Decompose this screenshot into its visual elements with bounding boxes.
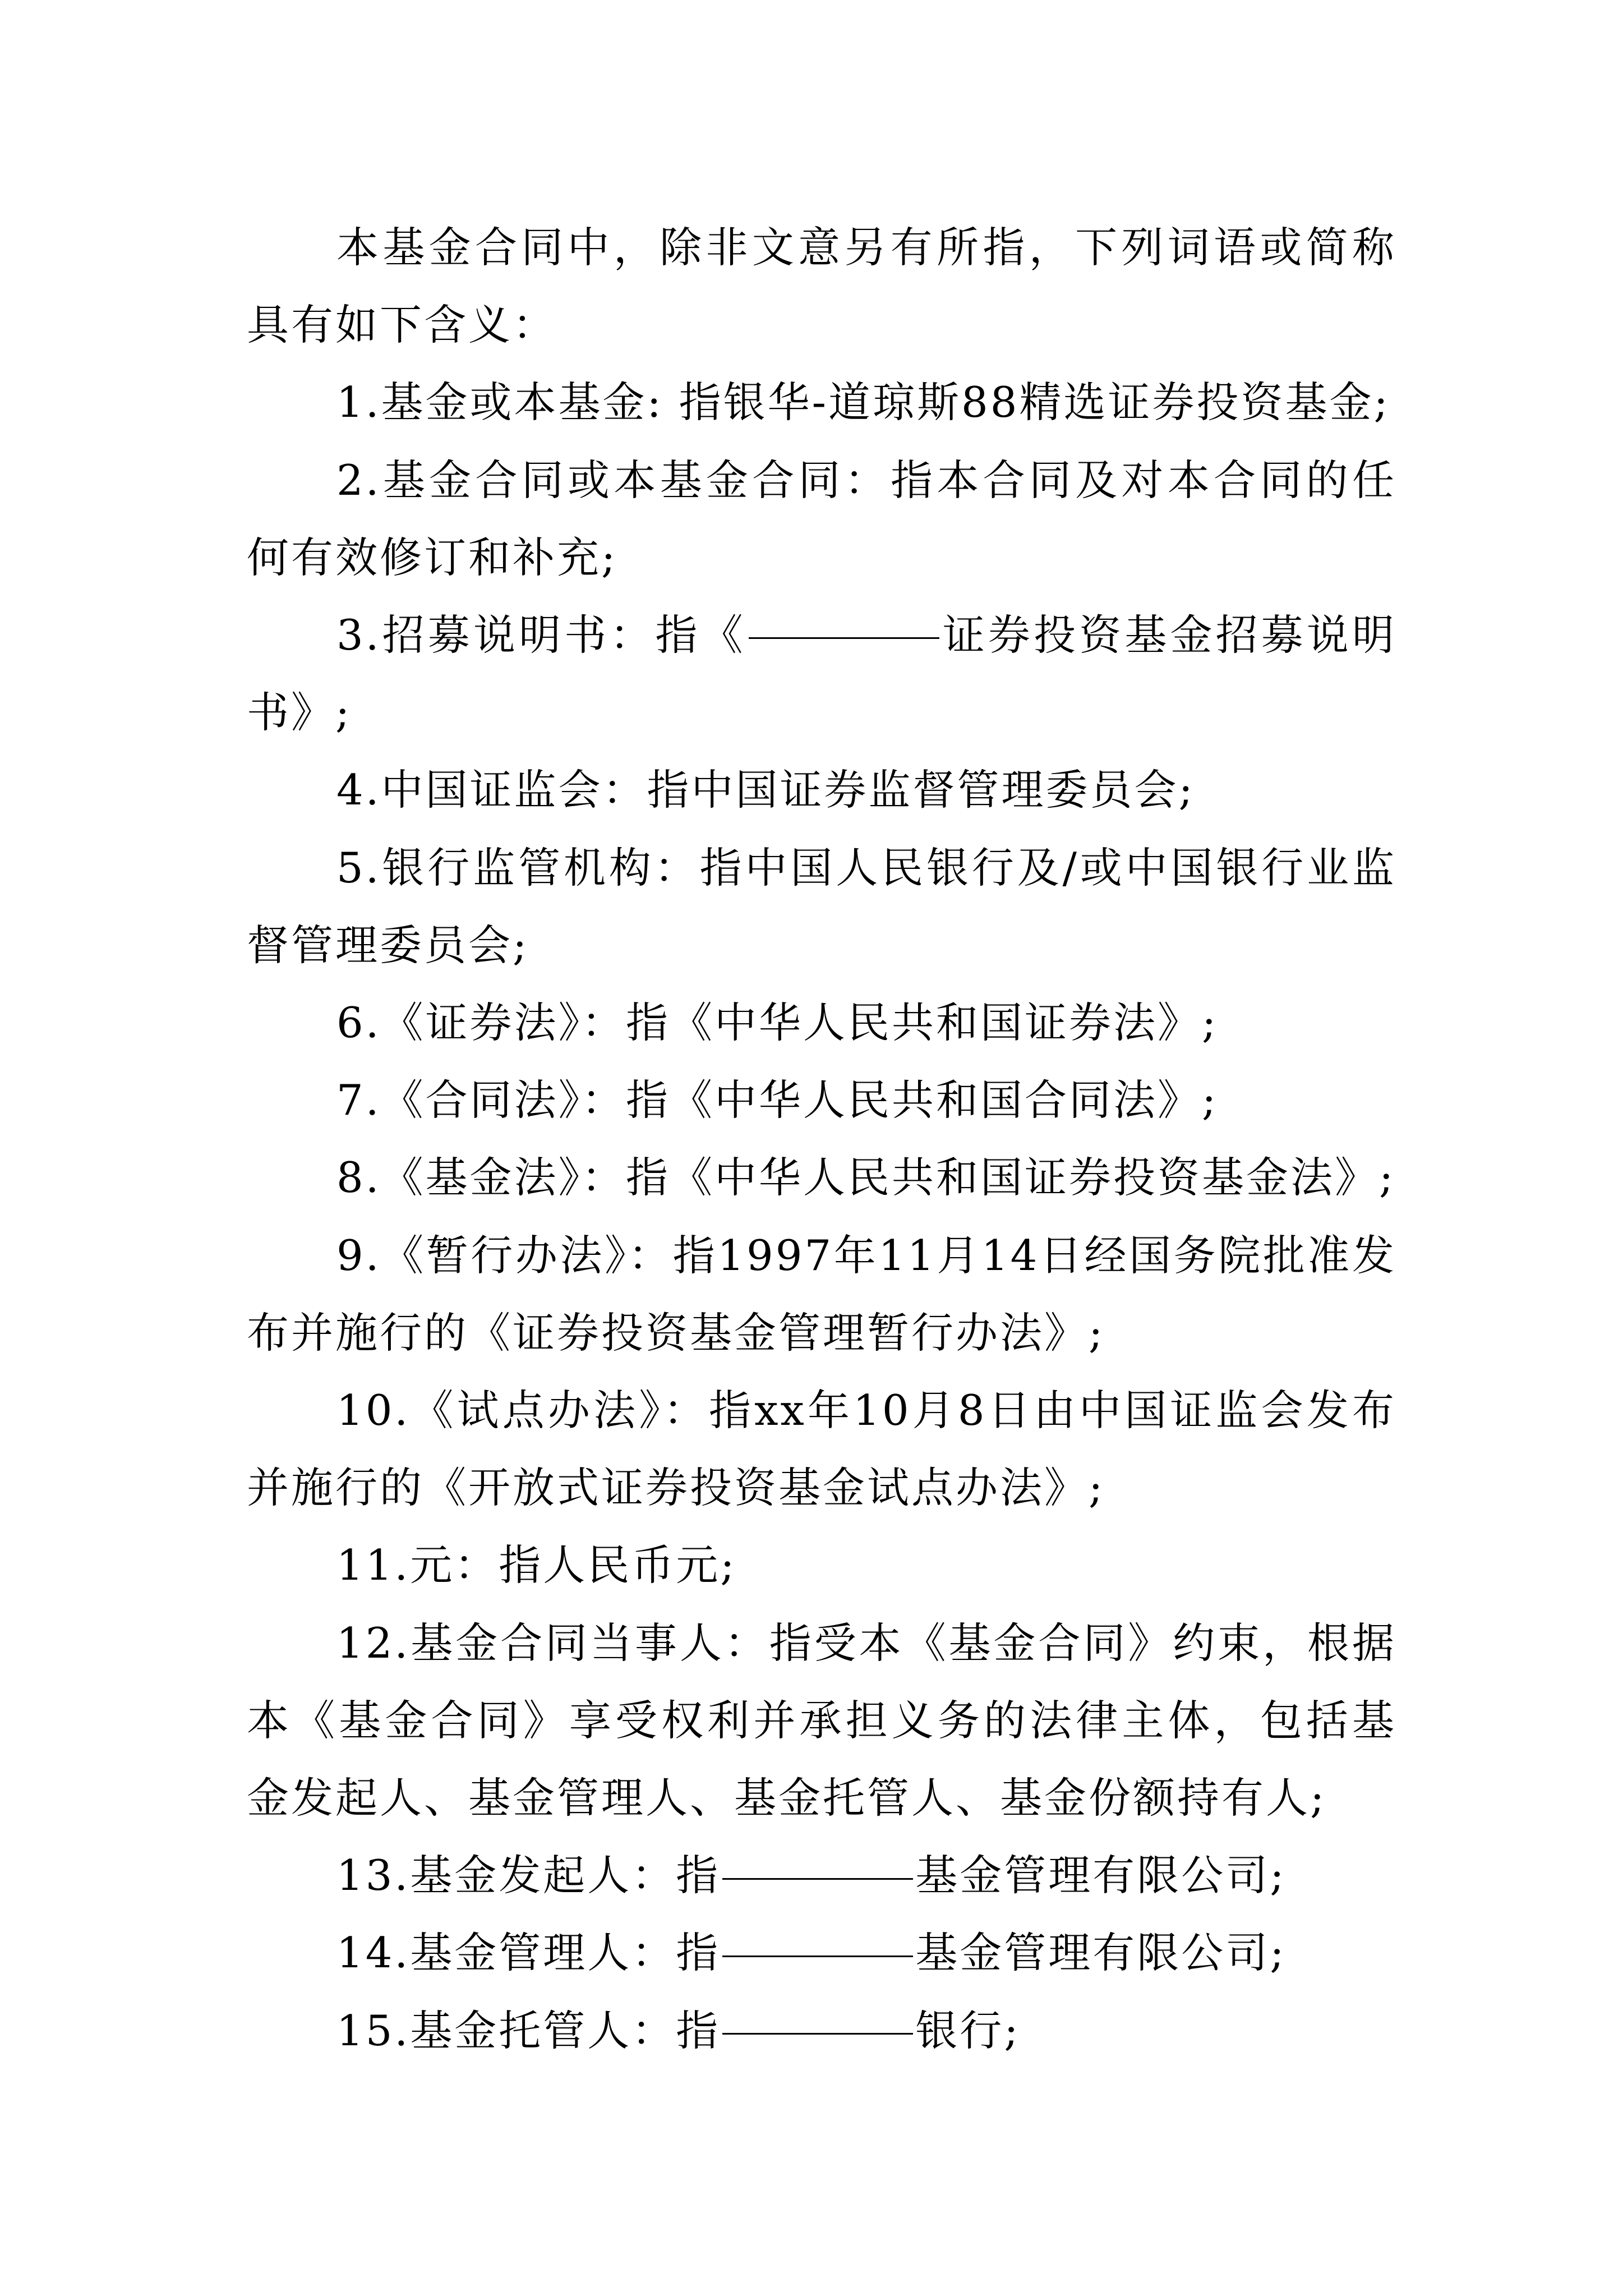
document-body — [247, 209, 1396, 2069]
definition-item-7 — [247, 1061, 1396, 1139]
item-text: 8.《基金法》：指《中华人民共和国证券投资基金法》; — [336, 1153, 1396, 1203]
definition-item-8 — [247, 1139, 1396, 1216]
blank-line — [722, 1878, 913, 1880]
item-text: 1.基金或本基金: 指银华-道琼斯88精选证券投资基金; — [336, 378, 1390, 427]
blank-line — [722, 2032, 913, 2035]
definition-item-4 — [247, 751, 1396, 829]
definition-item-11 — [247, 1526, 1396, 1604]
definition-item-5 — [247, 829, 1396, 984]
item-text-after: 证券投资基金招募说明书》; — [247, 610, 1396, 738]
item-text: 12.基金合同当事人：指受本《基金合同》约束，根据本《基金合同》享受权利并承担义务的法律主体，包括基金发起人、基金管理人、基金托管人、基金份额持有人; — [247, 1618, 1396, 1823]
item-text: 5.银行监管机构：指中国人民银行及/或中国银行业监督管理委员会; — [247, 843, 1396, 970]
definition-item-6 — [247, 984, 1396, 1061]
item-text: 7.《合同法》：指《中华人民共和国合同法》; — [336, 1075, 1219, 1125]
definition-item-10 — [247, 1372, 1396, 1526]
blank-line — [722, 1955, 913, 1957]
item-text: 9.《暂行办法》：指1997年11月14日经国务院批准发布并施行的《证券投资基金管理暂行办法》; — [247, 1230, 1396, 1358]
definition-item-1 — [247, 364, 1396, 441]
item-text: 11.元：指人民币元; — [336, 1540, 737, 1590]
item-text-after: 基金管理有限公司; — [915, 1851, 1287, 1901]
item-text-before: 13.基金发起人：指 — [336, 1851, 721, 1901]
item-text: 10.《试点办法》：指xx年10月8日由中国证监会发布并施行的《开放式证券投资基金试点办法》; — [247, 1386, 1396, 1513]
item-text-before: 14.基金管理人：指 — [336, 1928, 721, 1978]
definition-item-3 — [247, 596, 1396, 751]
definition-item-14 — [247, 1914, 1396, 1991]
item-text: 6.《证券法》：指《中华人民共和国证券法》; — [336, 998, 1219, 1048]
item-text-before: 15.基金托管人：指 — [336, 2005, 721, 2055]
intro-paragraph: 本基金合同中，除非文意另有所指，下列词语或简称具有如下含义： — [247, 223, 1396, 350]
definition-item-13 — [247, 1837, 1396, 1914]
definition-item-9 — [247, 1217, 1396, 1372]
item-text-after: 银行; — [915, 2005, 1021, 2055]
item-text: 2.基金合同或本基金合同：指本合同及对本合同的任何有效修订和补充; — [247, 455, 1396, 582]
item-text: 4.中国证监会：指中国证券监督管理委员会; — [336, 765, 1195, 815]
definition-item-12 — [247, 1604, 1396, 1837]
blank-line — [749, 637, 939, 639]
definition-item-2 — [247, 441, 1396, 596]
definition-item-15 — [247, 1992, 1396, 2069]
item-text-after: 基金管理有限公司; — [915, 1928, 1287, 1978]
item-text-before: 3.招募说明书：指《 — [336, 610, 746, 660]
